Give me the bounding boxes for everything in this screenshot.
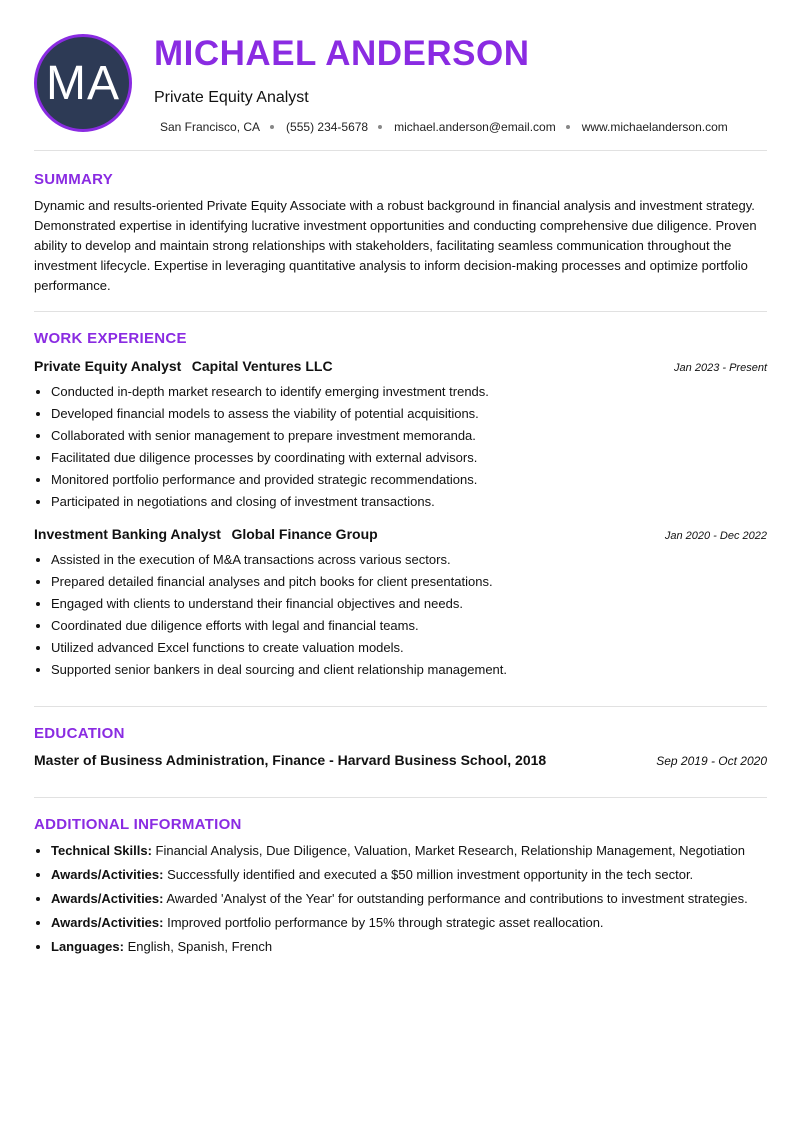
contact-info: [160, 120, 728, 134]
list-item: [51, 937, 773, 956]
list-item: • Supported senior bankers in deal sourcing and client relationship management.: [51, 659, 767, 681]
item-text: Successfully identified and executed a $50 million investment opportunity in the tech sector.: [163, 867, 694, 882]
education-entry: [34, 752, 767, 768]
item-label: Awards/Activities:: [51, 891, 164, 906]
section-divider: [34, 706, 767, 707]
item-text: Improved portfolio performance by 15% through strategic asset reallocation.: [163, 915, 604, 930]
list-item: [51, 865, 773, 884]
avatar-initials: MA: [46, 56, 120, 110]
candidate-name: MICHAEL ANDERSON: [154, 34, 530, 73]
item-text: English, Spanish, French: [123, 939, 273, 954]
education-dates: Sep 2019 - Oct 2020: [656, 754, 767, 768]
job-company: Capital Ventures LLC: [191, 358, 333, 374]
section-divider: [34, 797, 767, 798]
education-heading: EDUCATION: [34, 725, 125, 742]
item-text: Financial Analysis, Due Diligence, Valuation, Market Research, Relationship Management, Negotiation: [151, 843, 745, 858]
list-item: [51, 841, 773, 860]
contact-phone: (555) 234-5678: [286, 120, 369, 134]
list-item: • Facilitated due diligence processes by coordinating with external advisors.: [51, 447, 767, 469]
avatar: [34, 34, 132, 132]
item-text: Awarded 'Analyst of the Year' for outstanding performance and contributions to investment strategies.: [163, 891, 748, 906]
item-label: Languages:: [51, 939, 124, 954]
job-dates: Jan 2020 - Dec 2022: [664, 530, 767, 542]
summary-text: Dynamic and results-oriented Private Equity Associate with a robust background in financial analysis and investment strategy. Demonstrated expertise in identifying lucrative investment opportunities and conducting comprehensive due diligence. Proven ability to develop and maintain strong relationships with stakeholders, facilitating seamless communication throughout the investment lifecycle. Expertise in leveraging quantitative analysis to inform decision-making processes and optimize portfolio performance.: [34, 198, 757, 293]
list-item: • Developed financial models to assess the viability of potential acquisitions.: [51, 403, 767, 425]
summary-heading: SUMMARY: [34, 171, 114, 188]
list-item: • Participated in negotiations and closing of investment transactions.: [51, 491, 767, 513]
candidate-title: Private Equity Analyst: [154, 89, 309, 106]
list-item: [51, 889, 773, 908]
list-item: • Engaged with clients to understand their financial objectives and needs.: [51, 593, 767, 615]
list-item: [51, 913, 773, 932]
item-label: Technical Skills:: [51, 843, 152, 858]
additional-heading: ADDITIONAL INFORMATION: [34, 816, 242, 833]
job-company: Global Finance Group: [231, 526, 378, 542]
separator-dot: [270, 125, 274, 129]
contact-email: michael.anderson@email.com: [394, 120, 556, 134]
job-bullets: [34, 381, 767, 513]
separator-dot: [566, 125, 570, 129]
list-item: • Monitored portfolio performance and provided strategic recommendations.: [51, 469, 767, 491]
contact-location: San Francisco, CA: [160, 120, 261, 134]
job-role: Investment Banking Analyst: [34, 526, 221, 542]
additional-list: [34, 841, 773, 961]
experience-heading: WORK EXPERIENCE: [34, 330, 187, 347]
education-degree: Master of Business Administration, Finance - Harvard Business School, 2018: [34, 752, 547, 768]
list-item: • Assisted in the execution of M&A transactions across various sectors.: [51, 549, 767, 571]
item-label: Awards/Activities:: [51, 915, 164, 930]
section-divider: [34, 311, 767, 312]
job-role: Private Equity Analyst: [34, 358, 182, 374]
list-item: • Utilized advanced Excel functions to create valuation models.: [51, 637, 767, 659]
separator-dot: [378, 125, 382, 129]
resume-header: [0, 0, 800, 150]
item-label: Awards/Activities:: [51, 867, 164, 882]
list-item: • Conducted in-depth market research to identify emerging investment trends.: [51, 381, 767, 403]
contact-website: www.michaelanderson.com: [581, 120, 728, 134]
job-dates: Jan 2023 - Present: [674, 362, 767, 374]
section-divider: [34, 150, 767, 151]
job-bullets: [34, 549, 767, 681]
job-header: [34, 358, 767, 376]
job-header: [34, 526, 767, 544]
list-item: • Coordinated due diligence efforts with legal and financial teams.: [51, 615, 767, 637]
list-item: • Collaborated with senior management to prepare investment memoranda.: [51, 425, 767, 447]
list-item: • Prepared detailed financial analyses and pitch books for client presentations.: [51, 571, 767, 593]
